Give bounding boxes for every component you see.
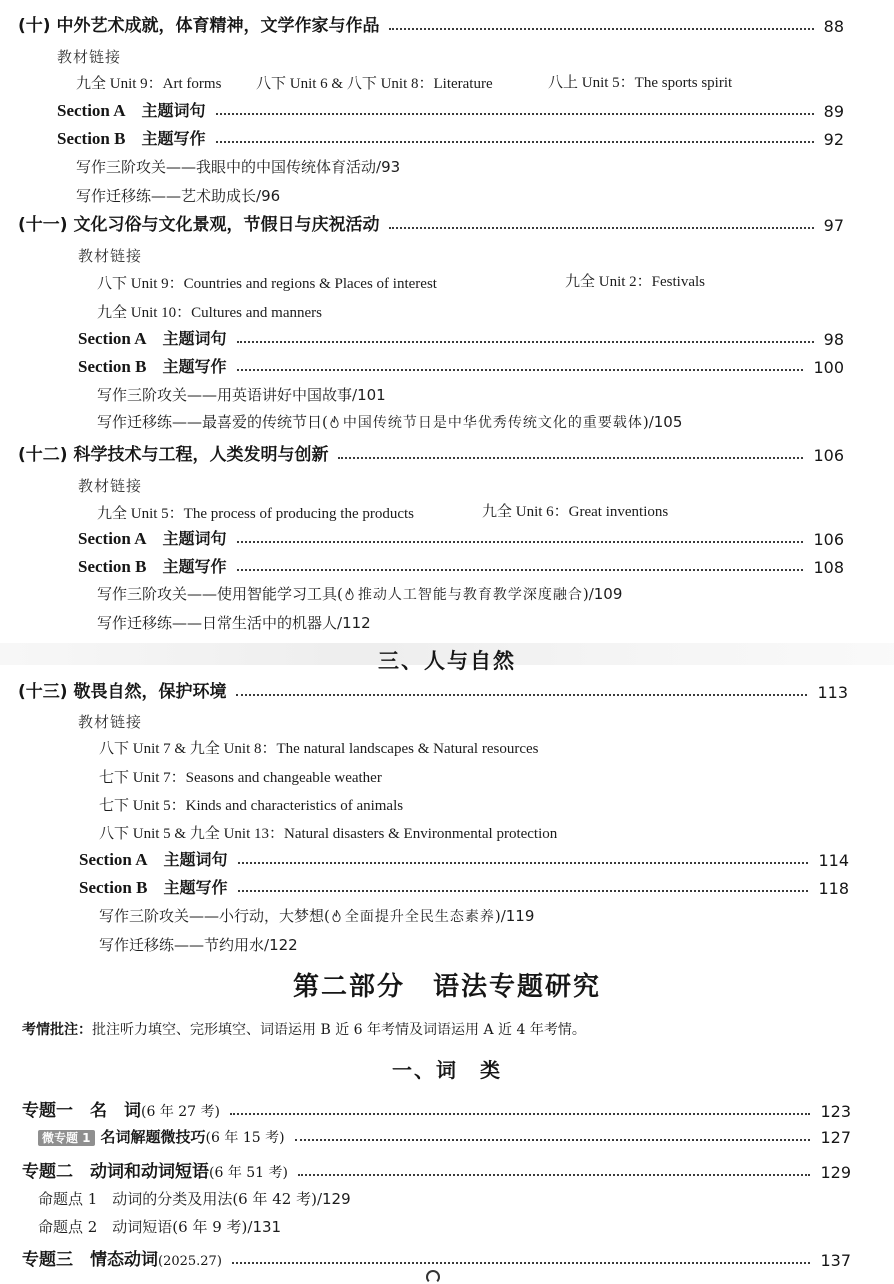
dot-leader bbox=[237, 341, 814, 343]
dot-leader bbox=[216, 113, 814, 115]
section-label: Section A bbox=[78, 329, 147, 348]
toc-subentry[interactable]: 写作三阶攻关——小行动，大梦想( 全面提升全民生态素养)/119 bbox=[99, 907, 535, 925]
toc-entry-ch13-section-a[interactable] bbox=[79, 847, 849, 870]
section-label: Section B bbox=[78, 357, 147, 376]
topic-title: 专题二 动词和动词短语 bbox=[22, 1162, 209, 1182]
toc-entry-ch11[interactable] bbox=[18, 210, 844, 235]
toc-subentry[interactable] bbox=[99, 934, 298, 955]
page-number: 92 bbox=[823, 130, 844, 149]
page-number: 131 bbox=[252, 1218, 282, 1236]
toc-entry-ch11-section-b[interactable] bbox=[78, 354, 844, 377]
page-number: 88 bbox=[823, 17, 844, 36]
dot-leader bbox=[389, 227, 813, 229]
section-title: 主题词句 bbox=[163, 850, 228, 869]
dot-leader bbox=[389, 28, 813, 30]
exam-note-text: 批注听力填空、完形填空、词语运用 B 近 6 年考情及词语运用 A 近 4 年考情。 bbox=[92, 1022, 586, 1038]
page-number: 123 bbox=[820, 1102, 851, 1121]
toc-subentry[interactable] bbox=[97, 384, 386, 405]
toc-entry-ch10-section-a[interactable] bbox=[57, 98, 844, 121]
page-number: 129 bbox=[820, 1163, 851, 1182]
unit-link: 九全 Unit 6：Great inventions bbox=[482, 504, 669, 520]
page-number: 119 bbox=[505, 907, 535, 925]
unit-link: 九全 Unit 5：The process of producing the products bbox=[97, 506, 415, 522]
section-title: 主题写作 bbox=[162, 557, 227, 576]
toc-subentry[interactable] bbox=[76, 185, 280, 206]
page-number: 98 bbox=[823, 330, 844, 349]
toc-entry-ch11-section-a[interactable] bbox=[78, 326, 844, 349]
dot-leader bbox=[238, 862, 809, 864]
unit-link: 七下 Unit 7：Seasons and changeable weather bbox=[99, 770, 382, 786]
page-number-mark bbox=[426, 1270, 440, 1284]
toc-subentry[interactable] bbox=[97, 612, 371, 633]
toc-entry-ch13[interactable] bbox=[18, 677, 848, 702]
subentry-note: 中国传统节日是中华优秀传统文化的重要载体 bbox=[342, 415, 643, 431]
dot-leader bbox=[237, 569, 804, 571]
topic-title: 专题三 情态动词 bbox=[22, 1250, 158, 1270]
toc-entry-ch10[interactable] bbox=[18, 11, 844, 36]
unit-link: 八上 Unit 5：The sports spirit bbox=[548, 75, 733, 91]
toc-entry-ch13-section-b[interactable] bbox=[79, 875, 849, 898]
toc-entry-micro-topic[interactable] bbox=[38, 1126, 851, 1147]
dot-leader bbox=[230, 1113, 810, 1115]
unit-link: 七下 Unit 5：Kinds and characteristics of animals bbox=[99, 798, 404, 814]
exam-note bbox=[22, 1019, 586, 1039]
chapter-title: (十一) 文化习俗与文化景观，节假日与庆祝活动 bbox=[18, 215, 380, 235]
page-number: 137 bbox=[820, 1251, 851, 1270]
toc-entry-topic-3[interactable] bbox=[22, 1245, 851, 1270]
topic-meta: (6 年 27 考) bbox=[141, 1104, 220, 1120]
part-title: 第二部分 语法专题研究 bbox=[292, 972, 601, 1002]
dot-leader bbox=[238, 890, 809, 892]
page-number: 113 bbox=[817, 683, 848, 702]
toc-subentry[interactable]: 写作迁移练——最喜爱的传统节日( 中国传统节日是中华优秀传统文化的重要载体)/105 bbox=[97, 413, 683, 431]
topic-meta: (6 年 15 考) bbox=[205, 1130, 285, 1146]
topic-title: 专题一 名 词 bbox=[22, 1101, 141, 1121]
page-number: 93 bbox=[381, 158, 401, 176]
page-number: 108 bbox=[813, 558, 844, 577]
flame-icon bbox=[330, 416, 339, 428]
textbook-link-label: 教材链接 bbox=[78, 247, 143, 265]
page-number: 118 bbox=[818, 879, 849, 898]
page-number: 105 bbox=[653, 413, 683, 431]
section-title: 主题写作 bbox=[141, 129, 206, 148]
subentry-text: 写作三阶攻关——使用智能学习工具( bbox=[97, 585, 343, 603]
section-title: 主题写作 bbox=[162, 357, 227, 376]
page-number: 106 bbox=[813, 530, 844, 549]
toc-subentry[interactable]: 写作三阶攻关——使用智能学习工具( 推动人工智能与教育教学深度融合)/109 bbox=[97, 585, 623, 603]
topic-meta: (2025.27) bbox=[158, 1254, 222, 1269]
textbook-link-label: 教材链接 bbox=[78, 713, 143, 731]
section-title: 主题词句 bbox=[141, 101, 206, 120]
toc-entry-topic-2[interactable] bbox=[22, 1157, 851, 1182]
textbook-link-label: 教材链接 bbox=[57, 48, 122, 66]
toc-subentry[interactable] bbox=[76, 156, 400, 177]
subentry-text: 写作三阶攻关——小行动，大梦想( bbox=[99, 907, 330, 925]
dot-leader bbox=[338, 457, 803, 459]
toc-entry-ch12-section-b[interactable] bbox=[78, 554, 844, 577]
topic-title: 名词解题微技巧 bbox=[100, 1128, 206, 1146]
dot-leader bbox=[232, 1262, 811, 1264]
subentry-text: 写作迁移练——日常生活中的机器人/ bbox=[97, 614, 343, 632]
page-number: 129 bbox=[322, 1190, 351, 1208]
micro-topic-badge: 微专题 1 bbox=[38, 1130, 95, 1146]
subentry-text: 写作迁移练——节约用水/ bbox=[99, 936, 270, 954]
section-label: Section A bbox=[78, 529, 147, 548]
chapter-title: (十) 中外艺术成就，体育精神，文学作家与作品 bbox=[18, 16, 380, 36]
toc-subentry[interactable] bbox=[38, 1216, 281, 1237]
section-title: 主题词句 bbox=[162, 529, 227, 548]
section-heading: 三、人与自然 bbox=[378, 649, 516, 673]
unit-link: 八下 Unit 7 & 九全 Unit 8：The natural landscapes & Natural resources bbox=[99, 741, 539, 757]
page-number: 89 bbox=[823, 102, 844, 121]
chapter-title: (十二) 科学技术与工程，人类发明与创新 bbox=[18, 445, 329, 465]
subentry-text: 写作三阶攻关——用英语讲好中国故事/ bbox=[97, 386, 358, 404]
topic-meta: (6 年 51 考) bbox=[209, 1165, 288, 1181]
unit-link: 八下 Unit 5 & 九全 Unit 13：Natural disasters & Environmental protection bbox=[99, 826, 558, 842]
subentry-text: 写作迁移练——艺术助成长/ bbox=[76, 187, 262, 205]
page-number: 100 bbox=[813, 358, 844, 377]
subentry-note: 全面提升全民生态素养 bbox=[344, 909, 495, 925]
dot-leader bbox=[298, 1174, 810, 1176]
flame-icon bbox=[345, 588, 354, 600]
section-title: 主题词句 bbox=[162, 329, 227, 348]
textbook-link-label: 教材链接 bbox=[78, 477, 143, 495]
dot-leader bbox=[216, 141, 814, 143]
toc-subentry[interactable] bbox=[38, 1188, 351, 1209]
subentry-text: 写作迁移练——最喜爱的传统节日( bbox=[97, 413, 328, 431]
section-label: Section A bbox=[57, 101, 126, 120]
toc-entry-ch12-section-a[interactable] bbox=[78, 526, 844, 549]
toc-entry-ch12[interactable] bbox=[18, 440, 844, 465]
subentry-note: 推动人工智能与教育教学深度融合 bbox=[357, 587, 583, 603]
subentry-text: 命题点 2 动词短语(6 年 9 考)/ bbox=[38, 1218, 253, 1236]
page-number: 106 bbox=[813, 446, 844, 465]
section-heading: 一、词 类 bbox=[392, 1058, 502, 1082]
page-number: 97 bbox=[823, 216, 844, 235]
page-number: 109 bbox=[593, 585, 623, 603]
dot-leader bbox=[236, 694, 807, 696]
page-number: 112 bbox=[342, 614, 371, 632]
unit-link: 八下 Unit 9：Countries and regions & Places of interest bbox=[97, 276, 437, 292]
page-number: 96 bbox=[261, 187, 281, 205]
page-number: 114 bbox=[818, 851, 849, 870]
subentry-text: 写作三阶攻关——我眼中的中国传统体育活动/ bbox=[76, 158, 382, 176]
toc-entry-ch10-section-b[interactable] bbox=[57, 126, 844, 149]
unit-link: 九全 Unit 10：Cultures and manners bbox=[97, 305, 322, 321]
section-label: Section B bbox=[57, 129, 126, 148]
page-number: 122 bbox=[269, 936, 298, 954]
section-label: Section B bbox=[79, 878, 148, 897]
dot-leader bbox=[237, 541, 804, 543]
exam-note-label: 考情批注： bbox=[22, 1022, 92, 1038]
unit-link: 八下 Unit 6 & 八下 Unit 8：Literature bbox=[256, 76, 493, 92]
section-label: Section A bbox=[79, 850, 148, 869]
toc-entry-topic-1[interactable] bbox=[22, 1096, 851, 1121]
section-title: 主题写作 bbox=[163, 878, 228, 897]
dot-leader bbox=[295, 1139, 811, 1141]
chapter-title: (十三) 敬畏自然，保护环境 bbox=[18, 682, 227, 702]
unit-link: 九全 Unit 9：Art forms bbox=[76, 76, 222, 92]
subentry-text: 命题点 1 动词的分类及用法(6 年 42 考)/ bbox=[38, 1190, 323, 1208]
unit-link: 九全 Unit 2：Festivals bbox=[565, 274, 706, 290]
dot-leader bbox=[237, 369, 804, 371]
flame-icon bbox=[332, 910, 341, 922]
page-number: 101 bbox=[357, 386, 386, 404]
section-label: Section B bbox=[78, 557, 147, 576]
page-number: 127 bbox=[820, 1128, 851, 1147]
